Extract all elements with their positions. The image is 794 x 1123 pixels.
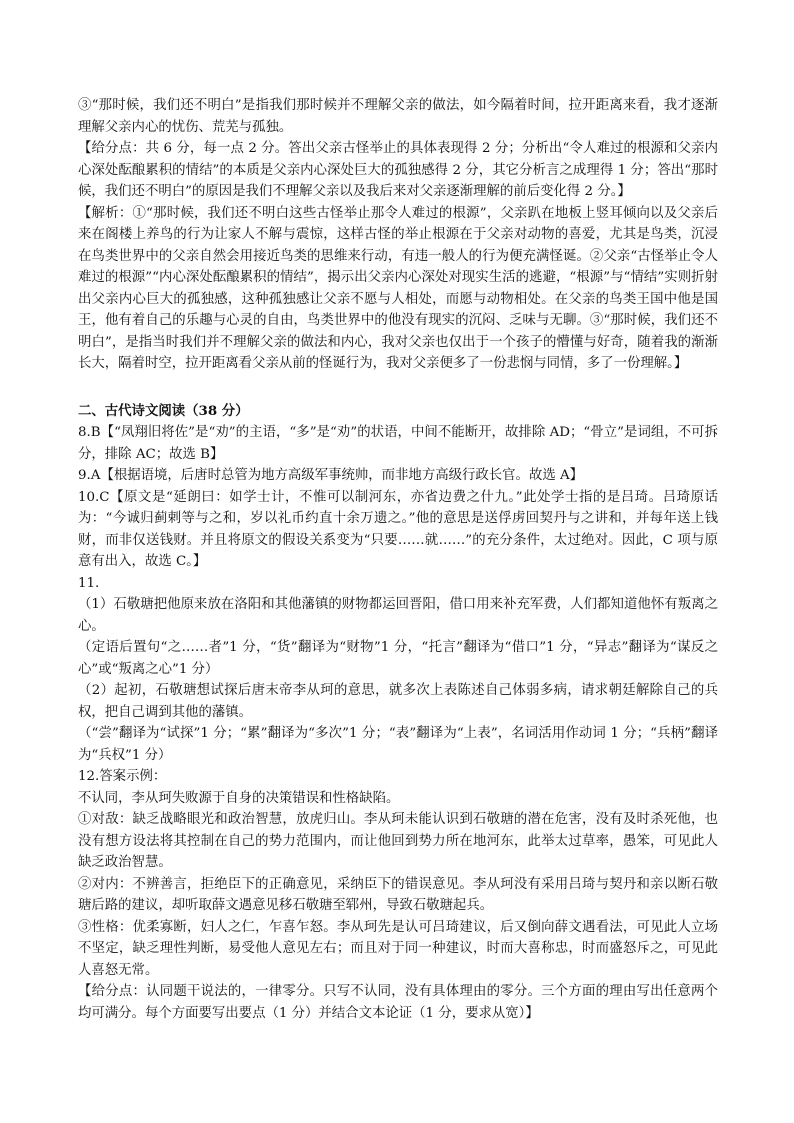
modern-scoring-note: 【给分点：共 6 分，每一点 2 分。答出父亲古怪举止的具体表现得 2 分；分析出“令人难过的根源和父亲内心深处酝酿累积的情结”的本质是父亲内心深处巨大的孤独感得 2 分，其它分析言之成理得 1 分；答出“那时候，我们还不明白”的原因是我们不理解父亲以及我后来对父亲逐渐理解的前后变化得 2 分。】 [78, 141, 718, 199]
modern-answer-point-3: ③“那时候，我们还不明白”是指我们那时候并不理解父亲的做法，如今隔着时间，拉开距离来看，我才逐渐理解父亲内心的忧伤、荒芜与孤独。 [78, 98, 718, 135]
question-11-part-2-scoring: （“尝”翻译为“试探”1 分；“累”翻译为“多次”1 分；“表”翻译为“上表”，名词活用作动词 1 分；“兵柄”翻译为“兵权”1 分） [78, 726, 718, 763]
question-11-part-1-scoring: （定语后置句“之……者”1 分，“货”翻译为“财物”1 分，“托言”翻译为“借口”1 分，“异志”翻译为“谋反之心”或“叛离之心”1 分） [78, 640, 718, 677]
question-10-answer: 10.C【原文是“延朗曰：如学士计，不惟可以制河东，亦省边费之什九。”此处学士指的是吕琦。吕琦原话为：“今诚归蓟剌等与之和，岁以礼币约直十余万遗之。”他的意思是送俘虏回契丹与之讲和，并每年送上钱财，而非仅送钱财。并且将原文的假设关系变为“只要……就……”的充分条件，太过绝对。因此，C 项与原意有出入，故选 C。】 [78, 489, 718, 569]
question-12-reason-1: ①对敌：缺乏战略眼光和政治智慧，放虎归山。李从珂未能认识到石敬瑭的潜在危害，没有及时杀死他，也没有想方设法将其控制在自己的势力范围内，而让他回到势力所在地河东，此举太过草率，愚笨，可见此人缺乏政治智慧。 [78, 812, 718, 870]
question-12-scoring: 【给分点：认同题干说法的，一律零分。只写不认同，没有具体理由的零分。三个方面的理由写出任意两个均可满分。每个方面要写出要点（1 分）并结合文本论证（1 分，要求从宽）】 [78, 984, 718, 1021]
answer-content [78, 95, 718, 1024]
question-9-answer: 9.A【根据语境，后唐时总管为地方高级军事统帅，而非地方高级行政长官。故选 A】 [78, 468, 584, 483]
modern-analysis: 【解析：①“那时候，我们还不明白这些古怪举止那令人难过的根源”，父亲趴在地板上竖耳倾向以及父亲后来在阁楼上养鸟的行为让家人不解与震惊，这样古怪的举止根源在于父亲对动物的喜爱，尤其是鸟类，沉浸在鸟类世界中的父亲自然会用接近鸟类的思维来行动，有违一般人的行为便充满怪诞。②父亲“古怪举止令人难过的根源”“内心深处酝酿累积的情结”，揭示出父亲内心深处对现实生活的逃避，“根源”与“情结”实则折射出父亲内心巨大的孤独感，这种孤独感让父亲不愿与人相处，而愿与动物相处。在父亲的鸟类王国中他是国王，他有着自己的乐趣与心灵的自由，鸟类世界中的他没有现实的沉闷、乏味与无聊。③“那时候，我们还不明白”，是指当时我们并不理解父亲的做法和内心，我对父亲也仅出于一个孩子的懵懂与好奇，随着我的渐渐长大，隔着时空，拉开距离看父亲从前的怪诞行为，我对父亲便多了一份悲悯与同情，多了一份理解。】 [78, 205, 718, 371]
question-12-stance: 不认同，李从珂失败源于自身的决策错误和性格缺陷。 [78, 790, 400, 806]
question-11-part-2: （2）起初，石敬瑭想试探后唐末帝李从珂的意思，就多次上表陈述自己体弱多病，请求朝廷解除自己的兵权，把自己调到其他的藩镇。 [78, 683, 718, 720]
question-8-answer: 8.B【“凤翔旧将佐”是“劝”的主语，“多”是“劝”的状语，中间不能断开，故排除 AD；“骨立”是词组，不可拆分，排除 AC；故选 B】 [78, 425, 718, 462]
section-heading-ancient: 二、古代诗文阅读（38 分） [78, 402, 249, 419]
question-11-part-1: （1）石敬瑭把他原来放在洛阳和其他藩镇的财物都运回晋阳，借口用来补充军费，人们都知道他怀有叛离之心。 [78, 597, 718, 634]
section-gap [78, 375, 718, 392]
question-12-reason-2: ②对内：不辨善言，拒绝臣下的正确意见，采纳臣下的错误意见。李从珂没有采用吕琦与契丹和亲以断石敬瑭后路的建议，却听取薛文遇意见移石敬瑭至郓州，导致石敬瑭起兵。 [78, 876, 718, 913]
question-11-number: 11. [78, 575, 100, 591]
question-12-reason-3: ③性格：优柔寡断，妇人之仁，乍喜乍怒。李从珂先是认可吕琦建议，后又倒向薛文遇看法，可见此人立场不坚定，缺乏理性判断，易受他人意见左右；而且对于同一种建议，时而大喜称忠，时而盛怒斥之，可见此人喜怒无常。 [78, 919, 718, 978]
question-12-title: 12.答案示例： [78, 769, 167, 784]
